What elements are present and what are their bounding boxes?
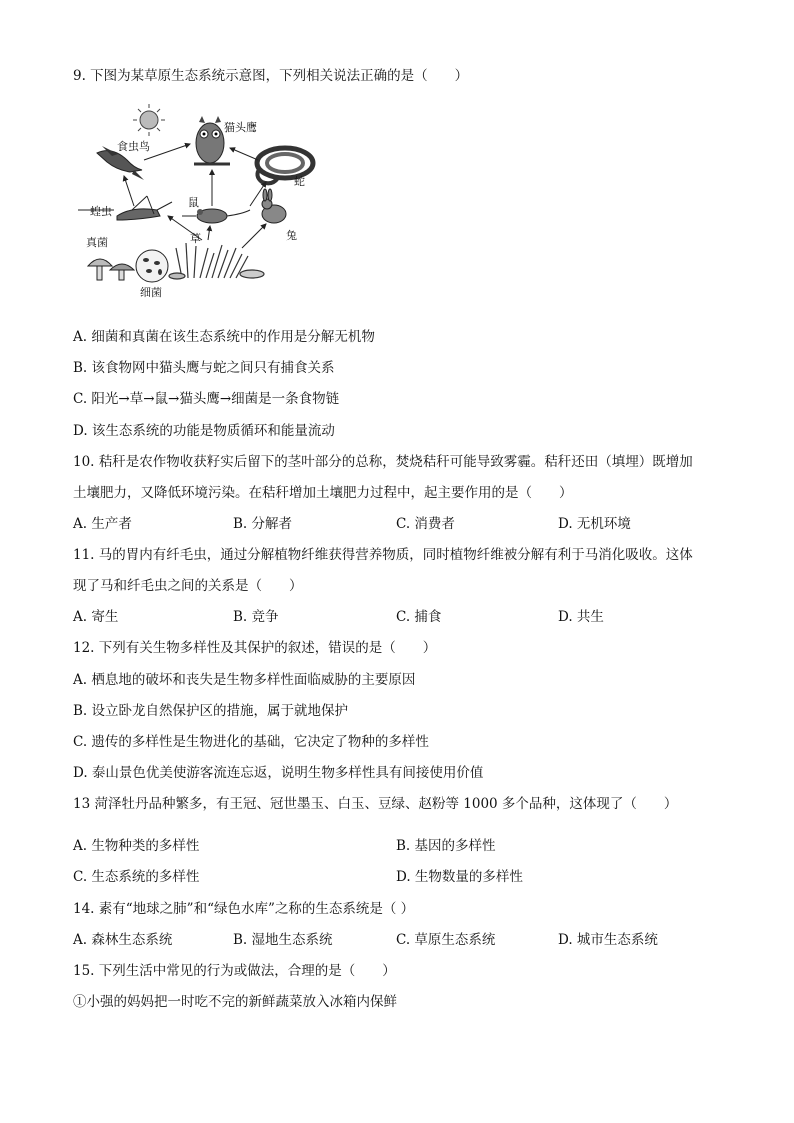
question-11-option-b[interactable]: B. 竞争 [233, 609, 279, 625]
question-9-stem: 9. 下图为某草原生态系统示意图，下列相关说法正确的是（ ） [73, 68, 469, 84]
question-9-option-d[interactable]: D. 该生态系统的功能是物质循环和能量流动 [73, 423, 335, 439]
question-9-option-b[interactable]: B. 该食物网中猫头鹰与蛇之间只有捕食关系 [73, 360, 335, 376]
question-11-stem-line-2: 现了马和纤毛虫之间的关系是（ ） [73, 578, 303, 594]
grasshopper-label: 蝗虫 [90, 205, 112, 218]
question-13-option-b[interactable]: B. 基因的多样性 [396, 838, 496, 854]
question-14-option-c[interactable]: C. 草原生态系统 [396, 932, 496, 948]
question-10-option-d[interactable]: D. 无机环境 [558, 516, 631, 532]
question-13-option-d[interactable]: D. 生物数量的多样性 [396, 869, 523, 885]
bacteria-label: 细菌 [140, 286, 162, 299]
question-10-option-a[interactable]: A. 生产者 [73, 516, 132, 532]
mouse-label: 鼠 [188, 196, 199, 209]
rabbit-label: 兔 [286, 229, 297, 242]
question-14-option-a[interactable]: A. 森林生态系统 [73, 932, 173, 948]
question-10-stem-line-2: 土壤肥力，又降低环境污染。在秸秆增加土壤肥力过程中，起主要作用的是（ ） [73, 485, 573, 501]
question-12-option-b[interactable]: B. 设立卧龙自然保护区的措施，属于就地保护 [73, 703, 349, 719]
question-11-option-c[interactable]: C. 捕食 [396, 609, 442, 625]
question-9-option-c[interactable]: C. 阳光→草→鼠→猫头鹰→细菌是一条食物链 [73, 391, 340, 407]
question-13-stem: 13 菏泽牡丹品种繁多，有王冠、冠世墨玉、白玉、豆绿、赵粉等 1000 多个品种，这体现了（ ） [73, 796, 678, 812]
question-14-option-b[interactable]: B. 湿地生态系统 [233, 932, 333, 948]
question-11-option-a[interactable]: A. 寄生 [73, 609, 119, 625]
question-13-option-c[interactable]: C. 生态系统的多样性 [73, 869, 200, 885]
owl-label: 猫头鹰 [224, 121, 257, 134]
snake-label: 蛇 [294, 175, 305, 188]
bacteria-icon [136, 250, 168, 282]
grass-label: 草 [190, 232, 201, 245]
question-11-option-d[interactable]: D. 共生 [558, 609, 604, 625]
mushroom-icon [88, 259, 134, 280]
grass-icon [169, 243, 264, 279]
fungi-label: 真菌 [86, 236, 108, 249]
question-14-option-d[interactable]: D. 城市生态系统 [558, 932, 658, 948]
question-9-option-a[interactable]: A. 细菌和真菌在该生态系统中的作用是分解无机物 [73, 329, 375, 345]
question-15-stem: 15. 下列生活中常见的行为或做法，合理的是（ ） [73, 963, 396, 979]
bird-label: 食虫鸟 [117, 140, 150, 153]
question-12-stem: 12. 下列有关生物多样性及其保护的叙述，错误的是（ ） [73, 640, 437, 656]
question-13-option-a[interactable]: A. 生物种类的多样性 [73, 838, 200, 854]
question-14-stem: 14. 素有“地球之肺”和“绿色水库”之称的生态系统是（ ） [73, 901, 415, 917]
ecosystem-diagram [72, 98, 332, 303]
mouse-icon [182, 209, 250, 223]
question-15-item-1: ①小强的妈妈把一时吃不完的新鲜蔬菜放入冰箱内保鲜 [73, 994, 397, 1010]
question-11-stem-line-1: 11. 马的胃内有纤毛虫，通过分解植物纤维获得营养物质，同时植物纤维被分解有利于马消化吸收。这体 [73, 547, 693, 563]
question-10-option-b[interactable]: B. 分解者 [233, 516, 293, 532]
question-12-option-a[interactable]: A. 栖息地的破坏和丧失是生物多样性面临威胁的主要原因 [73, 672, 416, 688]
sun-icon [133, 104, 165, 136]
question-10-option-c[interactable]: C. 消费者 [396, 516, 455, 532]
question-10-stem-line-1: 10. 秸秆是农作物收获籽实后留下的茎叶部分的总称，焚烧秸秆可能导致雾霾。秸秆还田（填埋）既增加 [73, 454, 693, 470]
question-12-option-c[interactable]: C. 遗传的多样性是生物进化的基础，它决定了物种的多样性 [73, 734, 429, 750]
question-12-option-d[interactable]: D. 泰山景色优美使游客流连忘返，说明生物多样性具有间接使用价值 [73, 765, 484, 781]
rabbit-icon [262, 189, 286, 223]
